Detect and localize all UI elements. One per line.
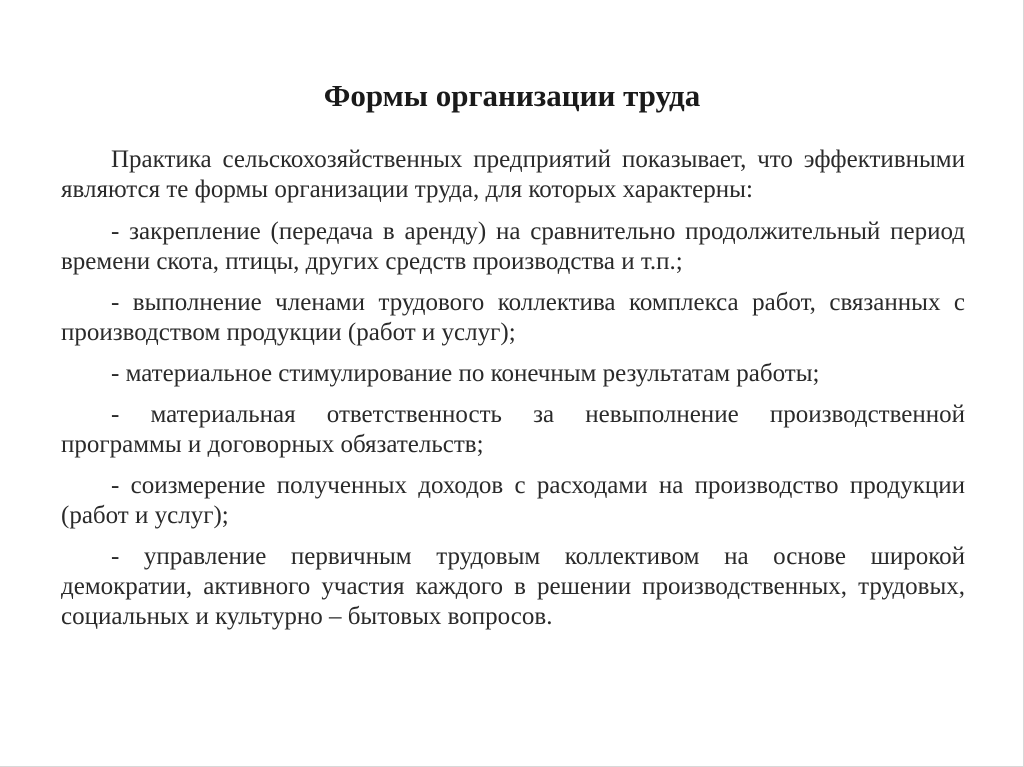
slide-body bbox=[61, 145, 965, 643]
list-item: - закрепление (передача в аренду) на сравнительно продолжительный период времени скота, птицы, других средств производства и т.п.; bbox=[61, 218, 965, 275]
list-item: - материальная ответственность за невыполнение производственной программы и договорных обязательств; bbox=[61, 401, 965, 458]
list-item: - управление первичным трудовым коллективом на основе широкой демократии, активного участия каждого в решении производственных, трудовых, социальных и культурно – бытовых вопросов. bbox=[61, 543, 965, 630]
list-item: - соизмерение полученных доходов с расходами на производство продукции (работ и услуг); bbox=[61, 472, 965, 529]
intro-paragraph: Практика сельскохозяйственных предприятий показывает, что эффективными являются те формы организации труда, для которых характерны: bbox=[61, 146, 965, 203]
list-item: - материальное стимулирование по конечным результатам работы; bbox=[111, 360, 820, 387]
slide-title: Формы организации труда bbox=[323, 78, 701, 113]
list-item: - выполнение членами трудового коллектива комплекса работ, связанных с производством продукции (работ и услуг); bbox=[61, 289, 965, 346]
characteristics-list bbox=[61, 217, 965, 632]
